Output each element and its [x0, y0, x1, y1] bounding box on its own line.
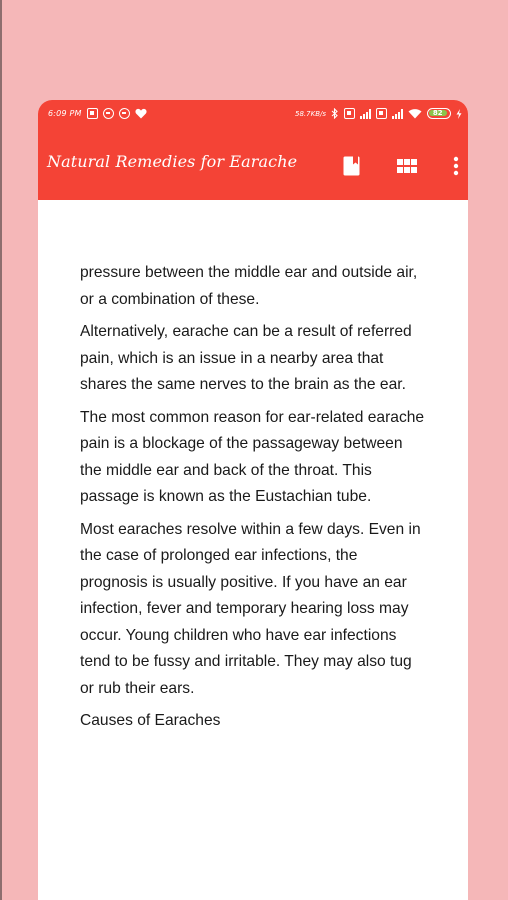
status-time: 6:09 PM — [48, 109, 82, 118]
status-bar — [38, 100, 468, 130]
status-right-group — [295, 108, 462, 119]
article-paragraph: pressure between the middle ear and outside air, or a combination of these. — [80, 264, 418, 308]
sync-icon — [103, 108, 114, 119]
article-content — [80, 260, 425, 741]
article-section-heading: Causes of Earaches — [80, 712, 221, 729]
grid-view-button[interactable] — [396, 155, 418, 177]
wifi-icon — [408, 108, 422, 119]
sync-icon — [119, 108, 130, 119]
article-paragraph: The most common reason for ear-related earache pain is a blockage of the passageway between the middle ear and back of the throat. This passage is known as the Eustachian tube. — [80, 408, 425, 505]
article-paragraph: Alternatively, earache can be a result of referred pain, which is an issue in a nearby area that shares the same nerves to the brain as the ear. — [80, 323, 412, 393]
charging-icon — [456, 109, 462, 119]
phone-screen — [38, 100, 468, 900]
signal-icon — [360, 109, 371, 119]
gallery-icon — [87, 108, 98, 119]
battery-icon — [427, 108, 451, 119]
status-left-group — [48, 108, 147, 119]
bookmarks-button[interactable] — [340, 155, 362, 177]
signal-icon — [392, 109, 403, 119]
battery-level: 82 — [429, 110, 447, 116]
bluetooth-icon — [331, 108, 339, 119]
app-title: Natural Remedies for Earache — [47, 152, 298, 171]
more-vert-icon — [453, 156, 459, 176]
article-paragraph: Most earaches resolve within a few days. Even in the case of prolonged ear infections, the prognosis is usually positive. If you have an ear infection, fever and temporary hearing loss may occur. Young children who have ear infections tend to be fussy and irritable. They may also tug or rub their ears. — [80, 520, 421, 697]
overflow-menu-button[interactable] — [446, 155, 466, 177]
book-icon — [343, 156, 360, 176]
volte-icon — [376, 108, 387, 119]
network-speed: 58.7KB/s — [295, 109, 326, 118]
volte-icon — [344, 108, 355, 119]
window-edge — [0, 0, 2, 900]
grid-icon — [397, 159, 417, 173]
app-toolbar — [38, 130, 468, 200]
heart-icon — [135, 108, 147, 119]
